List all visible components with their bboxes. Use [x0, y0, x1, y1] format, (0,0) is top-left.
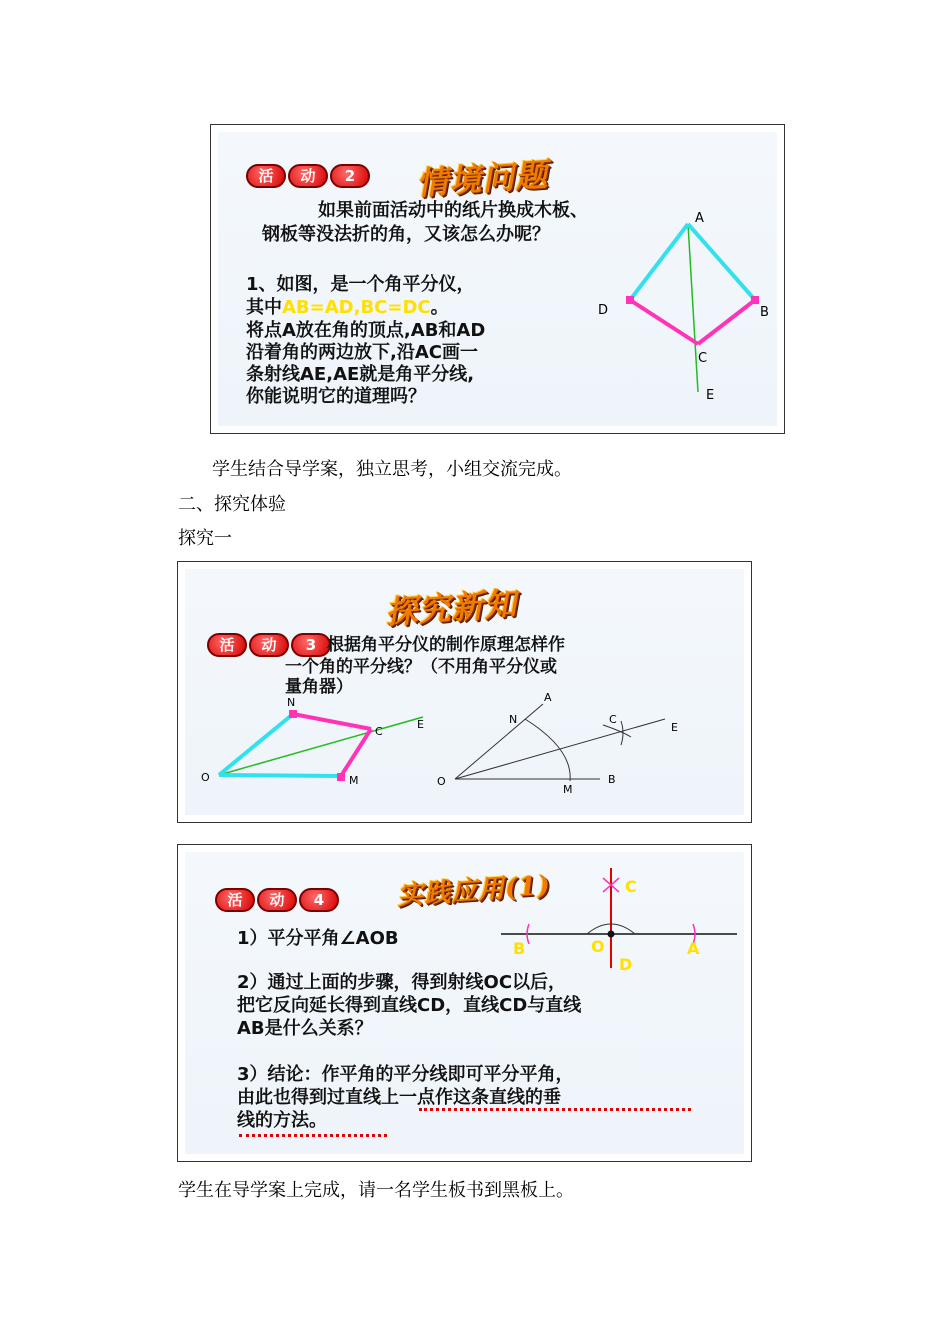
- joint-m: [337, 773, 345, 781]
- label-o: O: [591, 937, 605, 956]
- para-line-2-prefix: 其中: [246, 297, 282, 318]
- item-2-line-3: AB是什么关系？: [237, 1018, 373, 1039]
- joint-n: [289, 710, 297, 718]
- badge-char-1: 活: [246, 164, 286, 188]
- underline-method-1: [419, 1108, 691, 1111]
- para-line-6: 你能说明它的道理吗？: [246, 386, 426, 407]
- slide-title: 实践应用(1): [396, 870, 552, 912]
- slide-body: [185, 569, 744, 815]
- segment-ad: [630, 224, 688, 300]
- perpendicular-construction-figure: [495, 862, 740, 972]
- label-a: A: [695, 211, 704, 226]
- para-line-2: [246, 297, 449, 319]
- ray-oe: [219, 717, 423, 775]
- activity-badge: [215, 888, 339, 912]
- section-heading: 二、探究体验: [178, 494, 286, 515]
- ray-oa: [455, 704, 543, 779]
- label-d: D: [598, 303, 609, 318]
- label-c: C: [609, 713, 617, 726]
- slide-title: 情境问题: [414, 155, 550, 203]
- para-line-2-suffix: 。: [430, 297, 449, 318]
- question-line-1: 如果前面活动中的纸片换成木板、: [318, 200, 588, 221]
- label-e: E: [417, 718, 424, 731]
- badge-char-3: 2: [330, 164, 370, 188]
- label-c: C: [698, 351, 708, 366]
- badge-char-2: 动: [249, 633, 289, 657]
- para-line-4: 沿着角的两边放下,沿AC画一: [246, 342, 478, 363]
- label-a: A: [687, 939, 700, 958]
- slide-body: [185, 852, 744, 1154]
- item-2-line-2: 把它反向延长得到直线CD，直线CD与直线: [237, 995, 582, 1016]
- label-b: B: [513, 939, 526, 958]
- text-students-think: 学生结合导学案，独立思考，小组交流完成。: [212, 459, 572, 480]
- label-d: D: [619, 955, 633, 972]
- label-m: M: [349, 774, 359, 787]
- label-c: C: [625, 877, 637, 896]
- equality-highlight: AB=AD,BC=DC: [282, 297, 431, 318]
- item-3-line-2: 由此也得到过直线上一点作这条直线的垂: [237, 1087, 561, 1108]
- underline-method-2: [239, 1134, 387, 1137]
- activity-badge: [207, 633, 331, 657]
- label-c: C: [375, 725, 383, 738]
- joint-d: [626, 296, 634, 304]
- question-line-1: 根据角平分仪的制作原理怎样作: [327, 635, 565, 655]
- badge-char-2: 动: [257, 888, 297, 912]
- line-ae: [688, 224, 698, 392]
- segment-on: [219, 714, 293, 775]
- compass-construction-figure: [425, 689, 685, 799]
- para-line-5: 条射线AE,AE就是角平分线,: [246, 364, 475, 385]
- activity-badge: [246, 164, 370, 188]
- bisector-device-figure: [195, 693, 435, 793]
- badge-char-2: 动: [288, 164, 328, 188]
- slide-activity-3: [177, 561, 752, 823]
- question-line-2: 钢板等没法折的角，又该怎么办呢？: [262, 224, 550, 245]
- item-2-line-1: 2）通过上面的步骤，得到射线OC以后，: [237, 972, 567, 993]
- segment-dc: [630, 300, 698, 344]
- segment-bc: [698, 300, 755, 344]
- segment-ab: [688, 224, 755, 300]
- arc-c-2: [621, 721, 623, 745]
- label-e: E: [671, 721, 678, 734]
- joint-b: [751, 296, 759, 304]
- para-line-3: 将点A放在角的顶点,AB和AD: [246, 320, 486, 341]
- label-b: B: [608, 773, 616, 786]
- item-3-line-1: 3）结论：作平角的平分线即可平分平角，: [237, 1064, 574, 1085]
- slide-title: 探究新知: [383, 584, 519, 632]
- slide-activity-2: [210, 124, 785, 434]
- label-m: M: [563, 783, 573, 796]
- slide-activity-4: [177, 844, 752, 1162]
- point-o: [608, 931, 615, 938]
- label-b: B: [760, 305, 769, 320]
- badge-char-1: 活: [215, 888, 255, 912]
- sub-heading: 探究一: [178, 528, 232, 549]
- badge-char-1: 活: [207, 633, 247, 657]
- item-1: 1）平分平角∠AOB: [237, 928, 399, 949]
- item-3-line-3: 线的方法。: [237, 1110, 327, 1131]
- segment-nc: [293, 714, 371, 729]
- label-n: N: [509, 713, 518, 726]
- badge-char-3: 4: [299, 888, 339, 912]
- label-n: N: [287, 696, 296, 709]
- slide-body: [218, 132, 777, 426]
- label-e: E: [706, 388, 715, 403]
- label-o: O: [201, 771, 210, 784]
- label-o: O: [437, 775, 446, 788]
- segment-om: [219, 775, 341, 776]
- text-student-board: 学生在导学案上完成，请一名学生板书到黑板上。: [178, 1180, 574, 1201]
- label-a: A: [544, 691, 552, 704]
- question-line-3: 量角器）: [285, 677, 353, 697]
- para-line-1: 1、如图，是一个角平分仪，: [246, 274, 475, 295]
- badge-char-3: 3: [291, 633, 331, 657]
- question-line-2: 一个角的平分线？（不用角平分仪或: [285, 657, 557, 677]
- angle-bisector-device-figure: [588, 202, 777, 407]
- arc-nm: [525, 719, 570, 781]
